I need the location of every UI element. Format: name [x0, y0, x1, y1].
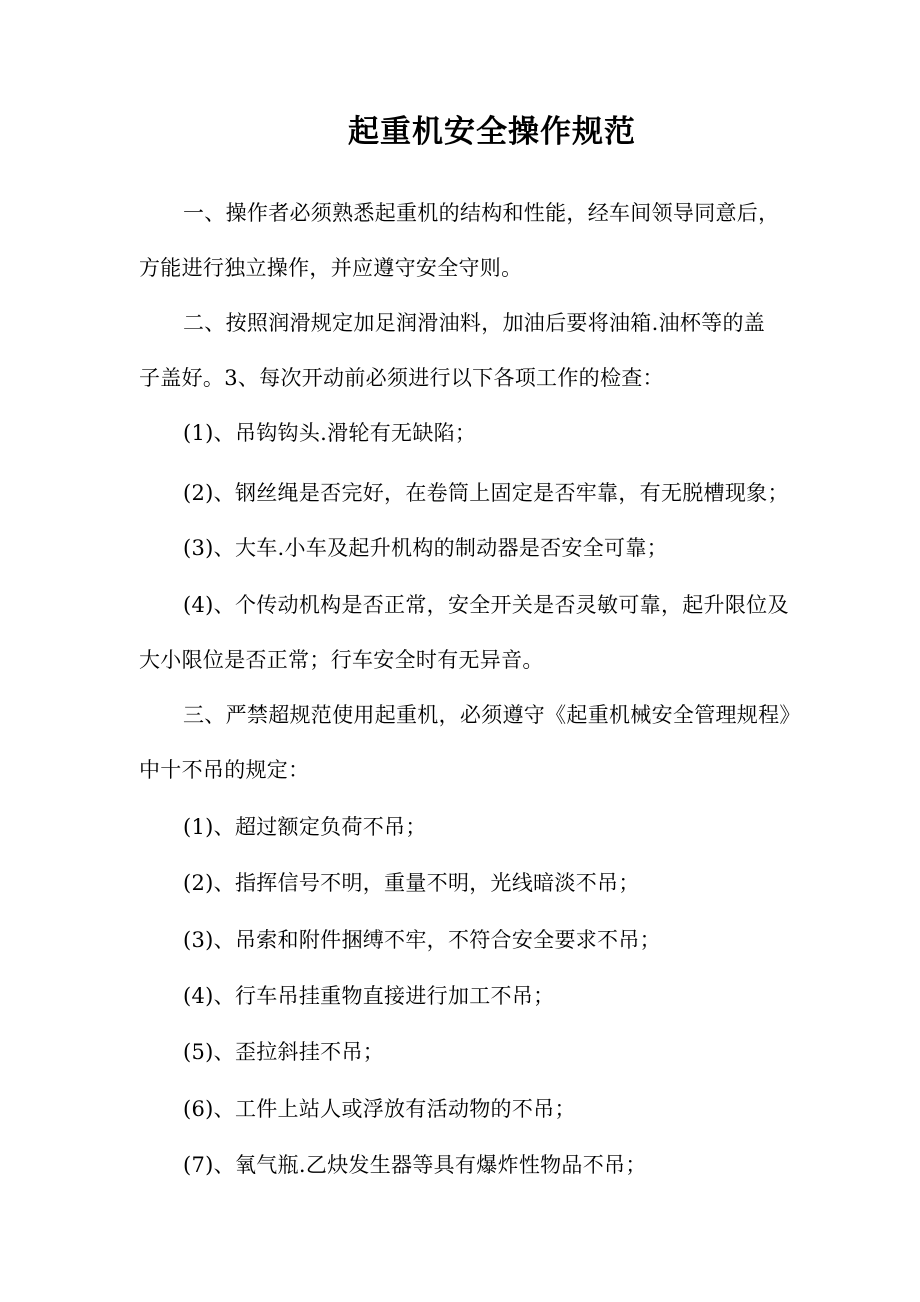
rule-item-3: (3)、吊索和附件捆缚不牢，不符合安全要求不吊； — [183, 928, 661, 952]
check-item-1: (1)、吊钩钩头.滑轮有无缺陷； — [183, 421, 477, 445]
rule-item-4: (4)、行车吊挂重物直接进行加工不吊； — [183, 984, 555, 1008]
paragraph-3-line-1: 三、严禁超规范使用起重机，必须遵守《起重机械安全管理规程》 — [183, 703, 801, 727]
check-item-2: (2)、钢丝绳是否完好，在卷筒上固定是否牢靠，有无脱槽现象； — [183, 481, 789, 505]
paragraph-1-line-2: 方能进行独立操作，并应遵守安全守则。 — [139, 256, 523, 280]
rule-item-1: (1)、超过额定负荷不吊； — [183, 815, 427, 839]
check-item-4-line-2: 大小限位是否正常；行车安全时有无异音。 — [139, 648, 544, 672]
paragraph-1-line-1: 一、操作者必须熟悉起重机的结构和性能，经车间领导同意后， — [183, 201, 780, 225]
rule-item-5: (5)、歪拉斜挂不吊； — [183, 1040, 385, 1064]
check-item-4-line-1: (4)、个传动机构是否正常，安全开关是否灵敏可靠，起升限位及 — [183, 593, 789, 617]
rule-item-7: (7)、氧气瓶.乙炔发生器等具有爆炸性物品不吊； — [183, 1153, 647, 1177]
document-title: 起重机安全操作规范 — [348, 114, 636, 150]
check-item-3: (3)、大车.小车及起升机构的制动器是否安全可靠； — [183, 536, 668, 560]
paragraph-3-line-2: 中十不吊的规定： — [139, 758, 310, 782]
rule-item-2: (2)、指挥信号不明，重量不明，光线暗淡不吊； — [183, 871, 640, 895]
paragraph-2-line-2: 子盖好。3、每次开动前必须进行以下各项工作的检查： — [139, 366, 664, 390]
rule-item-6: (6)、工件上站人或浮放有活动物的不吊； — [183, 1097, 576, 1121]
paragraph-2-line-1: 二、按照润滑规定加足润滑油料，加油后要将油箱.油杯等的盖 — [183, 311, 766, 335]
